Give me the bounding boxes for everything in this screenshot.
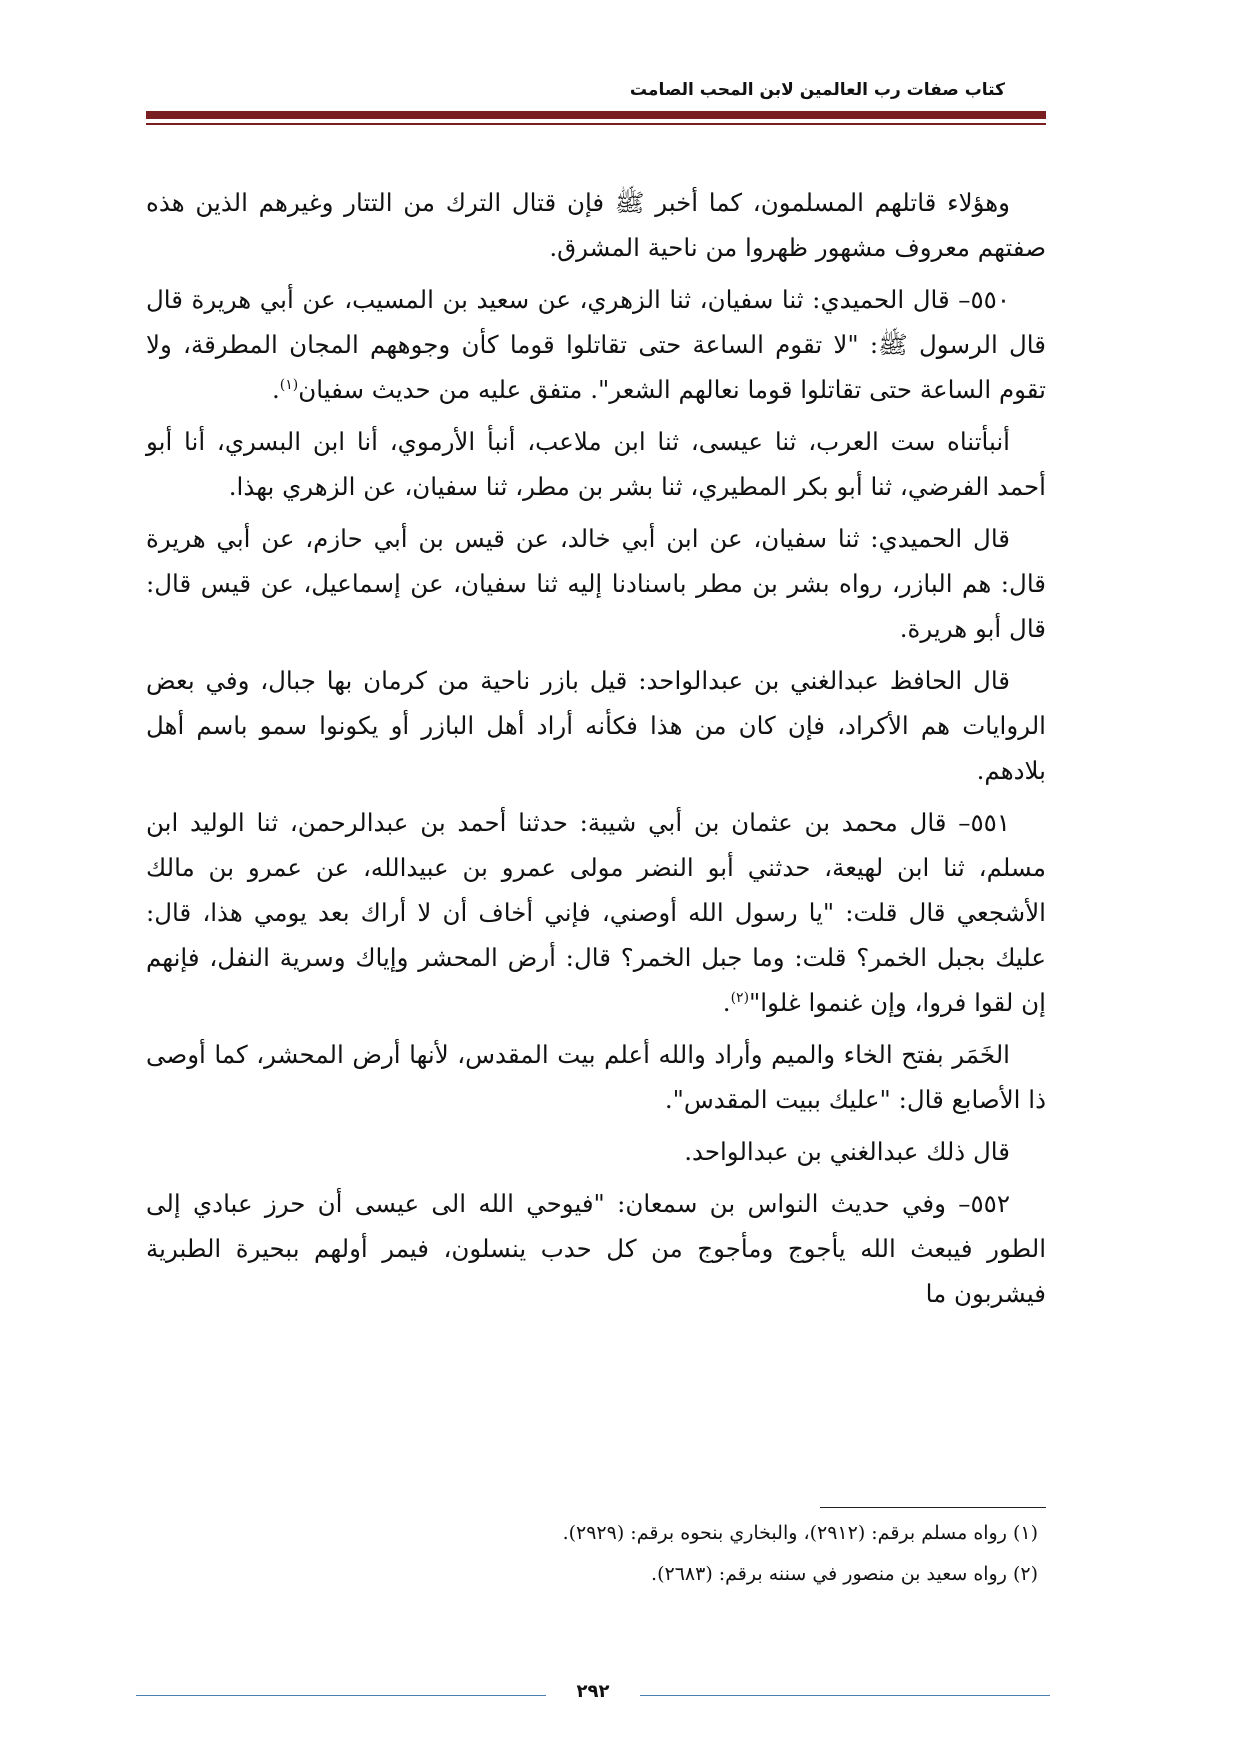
paragraph-3: أنبأتناه ست العرب، ثنا عيسى، ثنا ابن ملاعب، أنبأ الأرموي، أنا ابن البسري، أنا أبو أحمد الفرضي، ثنا أبو بكر المطيري، ثنا بشر بن مطر، ثنا سفيان، عن الزهري بهذا. xyxy=(146,427,1046,501)
paragraph-2 xyxy=(146,277,1046,412)
paragraph-1: وهؤلاء قاتلهم المسلمون، كما أخبر ﷺ فإن قتال الترك من التتار وغيرهم الذين هذه صفتهم معروف مشهور ظهروا من ناحية المشرق. xyxy=(146,188,1046,262)
body-text xyxy=(146,180,1046,1323)
footnote-2: (٢) رواه سعيد بن منصور في سننه برقم: (٢٦٨٣). xyxy=(651,1563,1038,1585)
header-rule-thin xyxy=(146,123,1046,125)
paragraph-4: قال الحميدي: ثنا سفيان، عن ابن أبي خالد، عن قيس بن أبي حازم، عن أبي هريرة قال: هم البازر، رواه بشر بن مطر باسنادنا إليه ثنا سفيان، عن إسماعيل، عن قيس قال: قال أبو هريرة. xyxy=(146,524,1046,643)
paragraph-2-end: . xyxy=(271,375,280,404)
paragraph-6-end: . xyxy=(722,988,731,1017)
footnote-ref-1: (١) xyxy=(279,376,299,393)
page-number: ٢٩٢ xyxy=(576,1681,610,1702)
footer-rule-right xyxy=(640,1695,1050,1696)
paragraph-8: قال ذلك عبدالغني بن عبدالواحد. xyxy=(684,1137,1010,1166)
footnote-1: (١) رواه مسلم برقم: (٢٩١٢)، والبخاري بنحوه برقم: (٢٩٢٩). xyxy=(562,1522,1038,1544)
paragraph-6 xyxy=(146,800,1046,1025)
running-title: كتاب صفات رب العالمين لابن المحب الصامت xyxy=(629,80,1005,100)
paragraph-2-text: ٥٥٠– قال الحميدي: ثنا سفيان، ثنا الزهري، عن سعيد بن المسيب، عن أبي هريرة قال قال الرسول ﷺ: "لا تقوم الساعة حتى تقاتلوا قوما كأن وجوههم المجان المطرقة، ولا تقوم الساعة حتى تقاتلوا قوما نعالهم الشعر". متفق عليه من حديث سفيان xyxy=(146,285,1046,404)
paragraph-9: ٥٥٢– وفي حديث النواس بن سمعان: "فيوحي الله الى عيسى أن حرز عبادي إلى الطور فيبعث الله يأجوج ومأجوج من كل حدب ينسلون، فيمر أولهم ببحيرة الطبرية فيشربون ما xyxy=(146,1189,1046,1308)
paragraph-6-text: ٥٥١– قال محمد بن عثمان بن أبي شيبة: حدثنا أحمد بن عبدالرحمن، ثنا الوليد ابن مسلم، ثنا ابن لهيعة، حدثني أبو النضر مولى عمرو بن عبيدالله، عن عمرو بن مالك الأشجعي قال قلت: "يا رسول الله أوصني، فإني أخاف أن لا أراك بعد يومي هذا، قال: عليك بجبل الخمر؟ قلت: وما جبل الخمر؟ قال: أرض المحشر وإياك وسرية النفل، فإنهم إن لقوا فروا، وإن غنموا غلوا" xyxy=(146,808,1046,1017)
paragraph-7: الخَمَر بفتح الخاء والميم وأراد والله أعلم بيت المقدس، لأنها أرض المحشر، كما أوصى ذا الأصابع قال: "عليك ببيت المقدس". xyxy=(146,1040,1046,1114)
footnote-separator xyxy=(820,1507,1046,1508)
header-rule-thick xyxy=(146,111,1046,119)
footer-rule-left xyxy=(136,1695,546,1696)
footnote-ref-2: (٢) xyxy=(730,989,750,1006)
footnotes xyxy=(146,1514,1046,1596)
paragraph-5: قال الحافظ عبدالغني بن عبدالواحد: قيل بازر ناحية من كرمان بها جبال، وفي بعض الروايات هم الأكراد، فإن كان من هذا فكأنه أراد أهل البازر أو يكونوا سمو باسم أهل بلادهم. xyxy=(146,666,1046,785)
